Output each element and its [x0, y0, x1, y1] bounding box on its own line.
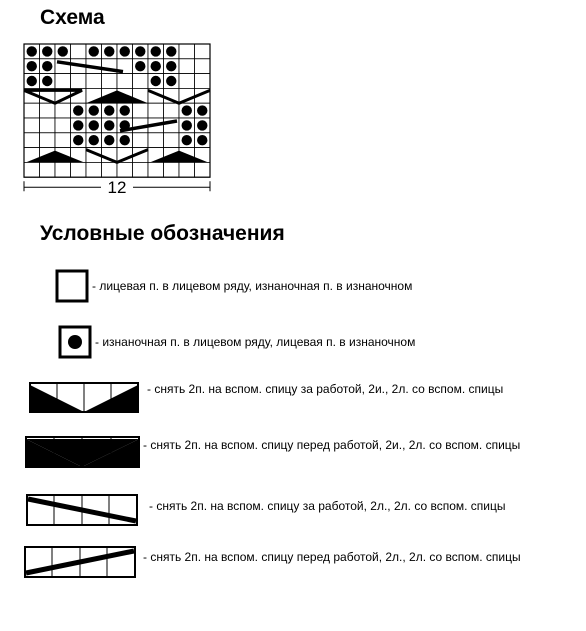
chart-cell [179, 74, 195, 89]
purl-dot [73, 120, 83, 130]
chart-cell [195, 162, 211, 177]
legend-text-cross-front-v: - снять 2п. на вспом. спицу перед работой, 2и., 2л. со вспом. спицы [143, 438, 521, 452]
purl-dot [58, 46, 68, 56]
purl-dot [120, 105, 130, 115]
chart-cell [164, 103, 180, 118]
purl-symbol-icon [58, 325, 92, 359]
chart-cell [179, 59, 195, 74]
chart-cell [71, 162, 87, 177]
purl-dot [182, 135, 192, 145]
chart-cell [117, 74, 133, 89]
chart-cell [55, 74, 71, 89]
chart-cell [133, 162, 149, 177]
purl-dot [151, 46, 161, 56]
purl-dot [135, 61, 145, 71]
cross-front-v-icon [25, 435, 140, 469]
purl-dot [89, 105, 99, 115]
chart-cell [40, 162, 56, 177]
cross-back-diag-icon [26, 493, 138, 527]
chart-cell [24, 103, 40, 118]
width-label: 12 [107, 178, 127, 198]
purl-dot [27, 76, 37, 86]
chart-cell [86, 74, 102, 89]
purl-dot [73, 105, 83, 115]
purl-dot [104, 105, 114, 115]
chart-cell [102, 162, 118, 177]
purl-dot [73, 135, 83, 145]
chart-cell [133, 74, 149, 89]
knit-symbol-icon [55, 269, 89, 303]
chart-cell [24, 162, 40, 177]
legend-text-cross-back-v: - снять 2п. на вспом. спицу за работой, 2и., 2л. со вспом. спицы [147, 382, 504, 396]
chart-cell [24, 133, 40, 148]
chart-cell [117, 162, 133, 177]
chart-cell [195, 59, 211, 74]
purl-dot [104, 135, 114, 145]
purl-dot [197, 120, 207, 130]
legend-title: Условные обозначения [40, 222, 285, 245]
chart-cell [86, 162, 102, 177]
purl-dot [89, 46, 99, 56]
purl-dot [166, 61, 176, 71]
cross-front-diag-icon [24, 545, 136, 579]
purl-dot [182, 105, 192, 115]
chart-cell [195, 44, 211, 59]
chart-cell [179, 162, 195, 177]
legend-text-cross-front-diag: - снять 2п. на вспом. спицу перед работой, 2л., 2л. со вспом. спицы [143, 550, 521, 564]
purl-dot [151, 76, 161, 86]
purl-dot [42, 61, 52, 71]
chart-cell [133, 103, 149, 118]
scheme-title: Схема [40, 6, 105, 29]
purl-dot [42, 76, 52, 86]
purl-dot [42, 46, 52, 56]
purl-dot [182, 120, 192, 130]
purl-dot [135, 46, 145, 56]
purl-dot [197, 105, 207, 115]
legend-text-purl: - изнаночная п. в лицевом ряду, лицевая п. в изнаночном [95, 335, 416, 349]
cross-back-v-icon [29, 381, 139, 415]
chart-cell [71, 74, 87, 89]
purl-dot [27, 61, 37, 71]
chart-cell [55, 118, 71, 133]
purl-dot [104, 46, 114, 56]
purl-dot [120, 135, 130, 145]
chart-cell [148, 162, 164, 177]
chart-cell [71, 44, 87, 59]
chart-cell [40, 133, 56, 148]
purl-dot [197, 135, 207, 145]
purl-dot [89, 135, 99, 145]
purl-dot [120, 46, 130, 56]
purl-dot [166, 76, 176, 86]
legend-text-knit: - лицевая п. в лицевом ряду, изнаночная п. в изнаночном [92, 279, 413, 293]
chart-cell [40, 103, 56, 118]
knitting-chart [0, 0, 586, 200]
purl-dot [89, 120, 99, 130]
chart-cell [164, 162, 180, 177]
purl-dot [151, 61, 161, 71]
chart-cell [55, 133, 71, 148]
chart-cell [195, 74, 211, 89]
chart-cell [102, 74, 118, 89]
chart-cell [148, 103, 164, 118]
chart-cell [148, 133, 164, 148]
legend-text-cross-back-diag: - снять 2п. на вспом. спицу за работой, 2л., 2л. со вспом. спицы [149, 499, 506, 513]
chart-cell [133, 133, 149, 148]
chart-cell [164, 133, 180, 148]
chart-cell [55, 103, 71, 118]
chart-cell [55, 162, 71, 177]
purl-dot [104, 120, 114, 130]
chart-cell [179, 44, 195, 59]
purl-dot [27, 46, 37, 56]
chart-cell [40, 118, 56, 133]
purl-dot [166, 46, 176, 56]
chart-cell [24, 118, 40, 133]
